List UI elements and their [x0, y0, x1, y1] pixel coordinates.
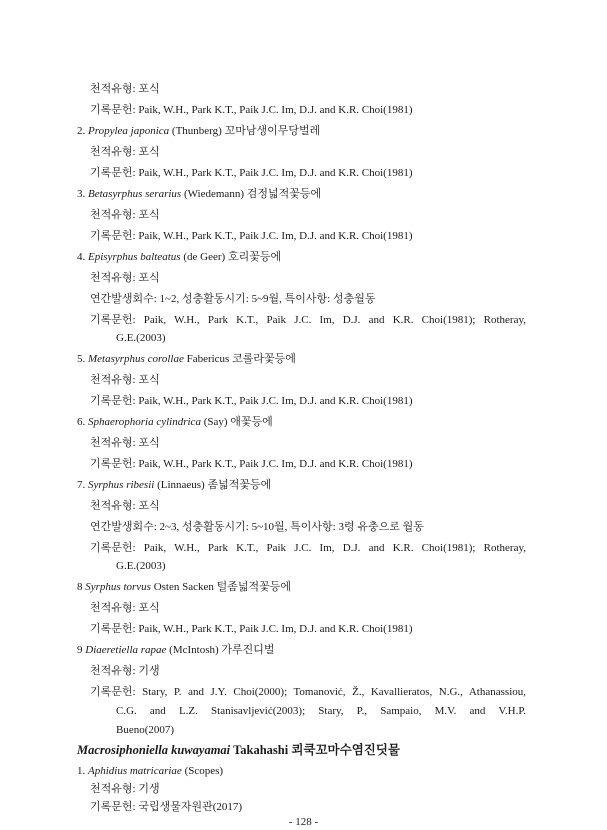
- reference-value: 국립생물자원관(2017): [138, 801, 243, 813]
- reference-label: 기록문헌:: [90, 686, 136, 698]
- reference-continuation: Bueno(2007): [116, 724, 175, 736]
- natural-enemy-type-line: [90, 664, 160, 678]
- scientific-name: Aphidius matricariae: [88, 765, 182, 777]
- species-entry-heading: [77, 352, 296, 366]
- entry-number: 2.: [77, 125, 86, 137]
- type-value: 포식: [138, 146, 160, 158]
- scientific-name: Metasyrphus corollae: [88, 353, 184, 365]
- reference-label: 기록문헌:: [90, 314, 136, 326]
- type-value: 기생: [138, 783, 160, 795]
- entry-number: 1.: [77, 765, 86, 777]
- type-value: 포식: [138, 374, 160, 386]
- species-entry-heading: [77, 250, 281, 264]
- reference-line: [90, 394, 413, 408]
- type-label: 천적유형:: [90, 783, 136, 795]
- type-label: 천적유형:: [90, 83, 136, 95]
- type-label: 천적유형:: [90, 602, 136, 614]
- type-value: 포식: [138, 83, 160, 95]
- section-korean-name: 쾨쿡꼬마수염진딧물: [291, 743, 401, 757]
- natural-enemy-type-line: [90, 271, 160, 285]
- species-entry-heading: [77, 764, 223, 778]
- type-label: 천적유형:: [90, 272, 136, 284]
- reference-line: [90, 685, 526, 699]
- reference-value: Paik, W.H., Park K.T., Paik J.C. Im, D.J. and K.R. Choi(1981): [138, 395, 413, 407]
- reference-label: 기록문헌:: [90, 542, 136, 554]
- type-label: 천적유형:: [90, 500, 136, 512]
- type-value: 포식: [138, 209, 160, 221]
- reference-label: 기록문헌:: [90, 395, 136, 407]
- author-name: (Say): [203, 416, 228, 428]
- reference-line: [90, 166, 413, 180]
- scientific-name: Betasyrphus serarius: [88, 188, 182, 200]
- species-entry-heading: [77, 643, 275, 657]
- reference-value: Paik, W.H., Park K.T., Paik J.C. Im, D.J. and K.R. Choi(1981): [138, 458, 413, 470]
- author-name: Fabericus: [186, 353, 230, 365]
- aphid-species-heading: [77, 742, 400, 758]
- scientific-name: Syrphus torvus: [85, 581, 151, 593]
- type-label: 천적유형:: [90, 374, 136, 386]
- section-author: Takahashi: [233, 743, 289, 757]
- entry-number: 8: [77, 581, 83, 593]
- reference-continuation: C.G. and L.Z. Stanisavljević(2003); Stary, P., Sampaio, M.V. and V.H.P.: [116, 705, 526, 717]
- korean-name: 검정넓적꽃등에: [246, 188, 322, 200]
- entry-number: 4.: [77, 251, 86, 263]
- reference-line: [90, 541, 526, 555]
- natural-enemy-type-line: [90, 499, 160, 513]
- scientific-name: Episyrphus balteatus: [88, 251, 181, 263]
- reference-line: [90, 457, 413, 471]
- reference-line: [90, 622, 413, 636]
- reference-value: Paik, W.H., Park K.T., Paik J.C. Im, D.J. and K.R. Choi(1981): [138, 230, 413, 242]
- reference-line: [90, 103, 413, 117]
- entry-number: 3.: [77, 188, 86, 200]
- occurrence-info-line: 연간발생회수: 2~3, 성충활동시기: 5~10월, 특이사항: 3령 유충으로 월동: [90, 521, 424, 533]
- occurrence-info-line: 연간발생회수: 1~2, 성충활동시기: 5~9월, 특이사항: 성충월동: [90, 293, 376, 305]
- reference-continuation: G.E.(2003): [116, 560, 166, 572]
- page-number: - 128 -: [288, 816, 319, 828]
- korean-name: 코롤라꽃등에: [232, 353, 296, 365]
- author-name: Osten Sacken: [153, 581, 214, 593]
- reference-value: Paik, W.H., Park K.T., Paik J.C. Im, D.J. and K.R. Choi(1981): [138, 104, 413, 116]
- type-label: 천적유형:: [90, 209, 136, 221]
- type-label: 천적유형:: [90, 665, 136, 677]
- reference-label: 기록문헌:: [90, 104, 136, 116]
- scientific-name: Diaeretiella rapae: [85, 644, 167, 656]
- type-label: 천적유형:: [90, 437, 136, 449]
- entry-number: 9: [77, 644, 83, 656]
- korean-name: 가루진디벌: [221, 644, 275, 656]
- species-entry-heading: [77, 124, 320, 138]
- scientific-name: Sphaerophoria cylindrica: [88, 416, 201, 428]
- reference-value: Paik, W.H., Park K.T., Paik J.C. Im, D.J. and K.R. Choi(1981); Rotheray,: [143, 542, 526, 554]
- natural-enemy-type-line: [90, 601, 160, 615]
- type-value: 포식: [138, 272, 160, 284]
- species-entry-heading: [77, 187, 321, 201]
- reference-label: 기록문헌:: [90, 458, 136, 470]
- species-entry-heading: [77, 415, 273, 429]
- natural-enemy-type-line: [90, 373, 160, 387]
- natural-enemy-type-line: [90, 145, 160, 159]
- reference-label: 기록문헌:: [90, 801, 136, 813]
- natural-enemy-type-line: [90, 82, 160, 96]
- entry-number: 7.: [77, 479, 86, 491]
- korean-name: 애꽃등에: [230, 416, 273, 428]
- reference-line: [90, 229, 413, 243]
- entry-number: 5.: [77, 353, 86, 365]
- author-name: (de Geer): [183, 251, 226, 263]
- author-name: (Wiedemann): [183, 188, 244, 200]
- reference-label: 기록문헌:: [90, 167, 136, 179]
- type-value: 기생: [138, 665, 160, 677]
- species-entry-heading: [77, 580, 291, 594]
- author-name: (Scopes): [184, 765, 224, 777]
- scientific-name: Syrphus ribesii: [88, 479, 155, 491]
- type-value: 포식: [138, 602, 160, 614]
- natural-enemy-type-line: [90, 782, 160, 796]
- type-value: 포식: [138, 437, 160, 449]
- author-name: (Linnaeus): [157, 479, 205, 491]
- reference-line: [90, 313, 526, 327]
- author-name: (McIntosh): [169, 644, 219, 656]
- reference-label: 기록문헌:: [90, 230, 136, 242]
- species-entry-heading: [77, 478, 271, 492]
- section-scientific-name: Macrosiphoniella kuwayamai: [77, 743, 231, 757]
- natural-enemy-type-line: [90, 208, 160, 222]
- reference-continuation: G.E.(2003): [116, 332, 166, 344]
- korean-name: 꼬마남생이무당벌레: [224, 125, 321, 137]
- scientific-name: Propylea japonica: [88, 125, 170, 137]
- reference-line: [90, 800, 242, 814]
- korean-name: 좀넓적꽃등에: [207, 479, 272, 491]
- reference-value: Stary, P. and J.Y. Choi(2000); Tomanović, Ž., Kavallieratos, N.G., Athanassiou,: [142, 686, 526, 698]
- author-name: (Thunberg): [171, 125, 222, 137]
- entry-number: 6.: [77, 416, 86, 428]
- reference-value: Paik, W.H., Park K.T., Paik J.C. Im, D.J. and K.R. Choi(1981): [138, 623, 413, 635]
- reference-value: Paik, W.H., Park K.T., Paik J.C. Im, D.J. and K.R. Choi(1981); Rotheray,: [143, 314, 526, 326]
- reference-value: Paik, W.H., Park K.T., Paik J.C. Im, D.J. and K.R. Choi(1981): [138, 167, 413, 179]
- korean-name: 호리꽃등에: [227, 251, 282, 263]
- type-label: 천적유형:: [90, 146, 136, 158]
- natural-enemy-type-line: [90, 436, 160, 450]
- type-value: 포식: [138, 500, 160, 512]
- reference-label: 기록문헌:: [90, 623, 136, 635]
- korean-name: 털좀넓적꽃등에: [216, 581, 292, 593]
